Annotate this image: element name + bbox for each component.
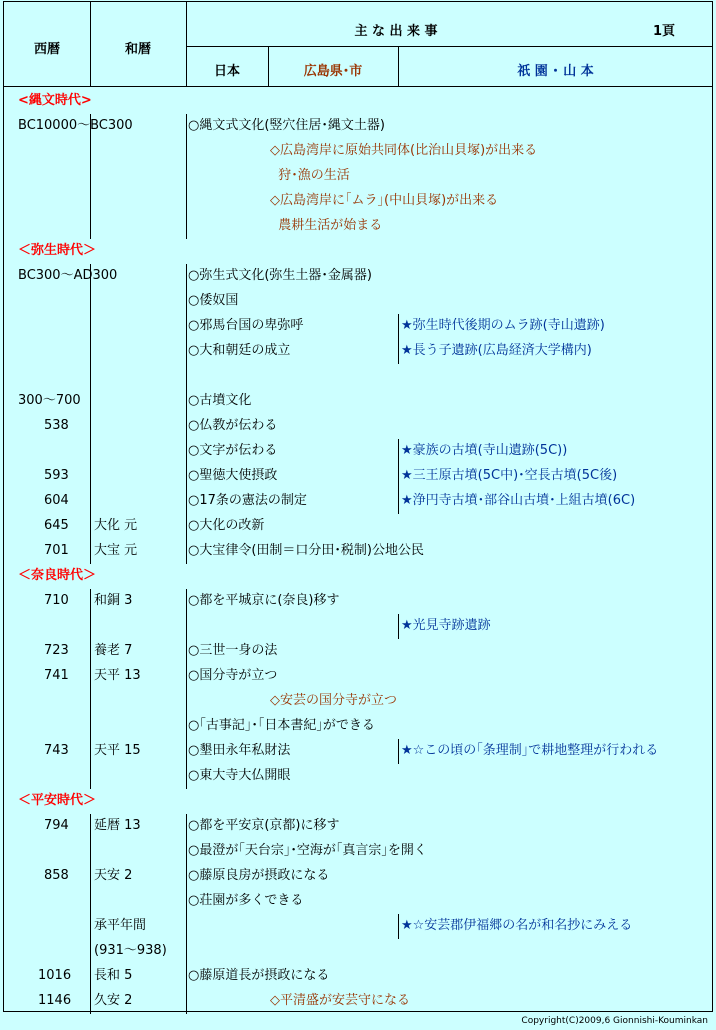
column-divider [186, 364, 187, 389]
cell-seireki: 593 [44, 468, 69, 483]
column-divider [90, 739, 91, 764]
cell-japan: ○墾田永年私財法 [188, 743, 291, 758]
header-bottom-line [4, 86, 712, 87]
column-divider [90, 189, 91, 214]
cell-gion: ★豪族の古墳(寺山遺跡(5C)) [401, 443, 568, 458]
cell-japan: ○荘園が多くできる [188, 893, 304, 908]
column-divider [90, 489, 91, 514]
column-divider [398, 614, 399, 639]
header-hiroshima: 広島県･市 [303, 64, 363, 79]
column-divider [186, 689, 187, 714]
cell-hiroshima: ◇安芸の国分寺が立つ [270, 693, 397, 708]
cell-japan: ○17条の憲法の制定 [188, 493, 307, 508]
column-divider [186, 714, 187, 739]
column-divider [186, 189, 187, 214]
cell-hiroshima: 狩･漁の生活 [270, 168, 350, 183]
cell-wareki: 天平 15 [94, 743, 141, 758]
cell-japan: ○東大寺大仏開眼 [188, 768, 291, 783]
column-divider [90, 289, 91, 314]
column-divider [90, 514, 91, 539]
column-divider [186, 614, 187, 639]
cell-japan: ○古墳文化 [188, 393, 252, 408]
column-divider [90, 539, 91, 564]
column-divider [186, 514, 187, 539]
column-divider [90, 664, 91, 689]
column-divider [186, 289, 187, 314]
cell-japan: ○都を平安京(京都)に移す [188, 818, 340, 833]
era-heading: ＜奈良時代＞ [18, 568, 97, 583]
column-divider [186, 839, 187, 864]
era-heading: ＜平安時代＞ [18, 793, 97, 808]
column-divider [90, 814, 91, 839]
cell-japan: ○最澄が｢天台宗｣･空海が｢真言宗｣を開く [188, 843, 427, 858]
cell-japan: ○弥生式文化(弥生土器･金属器) [188, 268, 372, 283]
column-divider [90, 864, 91, 889]
column-divider [186, 339, 187, 364]
cell-wareki: 承平年間 [94, 918, 147, 933]
cell-wareki: 天安 2 [94, 868, 133, 883]
column-divider [90, 714, 91, 739]
cell-japan: ○邪馬台国の卑弥呼 [188, 318, 304, 333]
column-divider [90, 439, 91, 464]
cell-japan: ○文字が伝わる [188, 443, 278, 458]
column-divider [90, 889, 91, 914]
column-divider [186, 139, 187, 164]
column-divider [90, 389, 91, 414]
table-frame [3, 1, 713, 1012]
column-divider [186, 589, 187, 614]
column-divider [90, 614, 91, 639]
cell-seireki: 604 [44, 493, 69, 508]
column-divider [90, 914, 91, 939]
column-divider [398, 464, 399, 489]
cell-wareki: 養老 7 [94, 643, 133, 658]
cell-hiroshima: ◇広島湾岸に｢ムラ｣(中山貝塚)が出来る [270, 193, 499, 208]
cell-hiroshima: ◇平清盛が安芸守になる [270, 993, 410, 1008]
cell-gion: ★浄円寺古墳･部谷山古墳･上組古墳(6C) [401, 493, 636, 508]
column-divider [186, 639, 187, 664]
cell-japan: ○大化の改新 [188, 518, 265, 533]
cell-seireki: BC300～AD300 [18, 268, 118, 283]
column-divider [90, 414, 91, 439]
header-page-label: 1頁 [652, 24, 676, 39]
header-japan: 日本 [213, 64, 240, 79]
column-divider [186, 764, 187, 789]
column-divider [90, 214, 91, 239]
column-divider [90, 689, 91, 714]
column-divider [186, 389, 187, 414]
column-divider [186, 464, 187, 489]
cell-gion: ★光見寺跡遺跡 [401, 618, 491, 633]
cell-wareki: 久安 2 [94, 993, 133, 1008]
cell-gion: ★三王原古墳(5C中)･空長古墳(5C後) [401, 468, 618, 483]
column-divider [186, 489, 187, 514]
column-divider [186, 539, 187, 564]
cell-japan: ○藤原道長が摂政になる [188, 968, 330, 983]
column-divider [90, 839, 91, 864]
cell-wareki: 延暦 13 [94, 818, 141, 833]
cell-seireki: BC10000～BC300 [18, 118, 133, 133]
header-divider [186, 46, 713, 47]
column-divider [90, 314, 91, 339]
column-divider [398, 314, 399, 339]
cell-seireki: 858 [44, 868, 69, 883]
column-divider [90, 339, 91, 364]
column-divider [186, 964, 187, 989]
copyright-text: Copyright(C)2009,6 Gionnishi-Kouminkan [521, 1016, 708, 1026]
column-divider [398, 339, 399, 364]
cell-japan: ○縄文式文化(竪穴住居･縄文土器) [188, 118, 385, 133]
column-divider [90, 939, 91, 964]
column-divider [186, 114, 187, 139]
cell-japan: ○藤原良房が摂政になる [188, 868, 330, 883]
cell-wareki: (931～938) [94, 943, 167, 958]
cell-japan: ○｢古事記｣･｢日本書紀｣ができる [188, 718, 375, 733]
cell-seireki: 300～700 [18, 393, 81, 408]
header-seireki: 西暦 [33, 42, 60, 57]
column-divider [186, 914, 187, 939]
column-divider [90, 139, 91, 164]
column-divider [398, 489, 399, 514]
column-divider [186, 414, 187, 439]
column-divider [90, 164, 91, 189]
header-wareki: 和暦 [124, 42, 151, 57]
cell-wareki: 長和 5 [94, 968, 133, 983]
column-divider [186, 164, 187, 189]
cell-japan: ○大宝律令(田制＝口分田･税制)公地公民 [188, 543, 424, 558]
era-heading: ＜弥生時代＞ [18, 243, 97, 258]
column-divider [90, 764, 91, 789]
column-divider [90, 964, 91, 989]
column-divider [186, 989, 187, 1014]
cell-japan: ○国分寺が立つ [188, 668, 278, 683]
cell-gion: ★☆安芸郡伊福郷の名が和名抄にみえる [401, 918, 633, 933]
cell-hiroshima: ◇広島湾岸に原始共同体(比治山貝塚)が出来る [270, 143, 538, 158]
cell-wareki: 和銅 3 [94, 593, 133, 608]
column-divider [186, 439, 187, 464]
column-divider [186, 739, 187, 764]
cell-seireki: 723 [44, 643, 69, 658]
column-divider [186, 664, 187, 689]
column-divider [398, 739, 399, 764]
column-divider [186, 264, 187, 289]
header-main-title: 主 な 出 来 事 [354, 24, 438, 39]
cell-japan: ○大和朝廷の成立 [188, 343, 291, 358]
column-divider [90, 364, 91, 389]
cell-japan: ○倭奴国 [188, 293, 239, 308]
cell-japan: ○三世一身の法 [188, 643, 278, 658]
column-divider [398, 439, 399, 464]
column-divider [90, 589, 91, 614]
cell-gion: ★☆この頃の｢条理制｣で耕地整理が行われる [401, 743, 659, 758]
column-divider [186, 314, 187, 339]
cell-gion: ★弥生時代後期のムラ跡(寺山遺跡) [401, 318, 605, 333]
cell-wareki: 大宝 元 [94, 543, 138, 558]
cell-seireki: 645 [44, 518, 69, 533]
column-divider [186, 864, 187, 889]
cell-japan: ○仏教が伝わる [188, 418, 278, 433]
header-gion: 祇 園 ･ 山 本 [517, 64, 594, 79]
cell-seireki: 701 [44, 543, 69, 558]
cell-japan: ○聖徳大使摂政 [188, 468, 278, 483]
column-divider [186, 814, 187, 839]
cell-wareki: 大化 元 [94, 518, 138, 533]
cell-seireki: 710 [44, 593, 69, 608]
column-divider [90, 464, 91, 489]
cell-hiroshima: 農耕生活が始まる [270, 218, 383, 233]
cell-gion: ★長う子遺跡(広島経済大学構内) [401, 343, 592, 358]
column-divider [90, 639, 91, 664]
column-divider [398, 914, 399, 939]
column-divider [186, 214, 187, 239]
cell-seireki: 1016 [38, 968, 72, 983]
column-divider [186, 889, 187, 914]
era-heading: <縄文時代> [18, 93, 92, 108]
column-divider [90, 989, 91, 1014]
cell-seireki: 538 [44, 418, 69, 433]
column-divider [186, 939, 187, 964]
cell-wareki: 天平 13 [94, 668, 141, 683]
cell-japan: ○都を平城京に(奈良)移す [188, 593, 340, 608]
cell-seireki: 743 [44, 743, 69, 758]
cell-seireki: 1146 [38, 993, 72, 1008]
cell-seireki: 741 [44, 668, 69, 683]
cell-seireki: 794 [44, 818, 69, 833]
